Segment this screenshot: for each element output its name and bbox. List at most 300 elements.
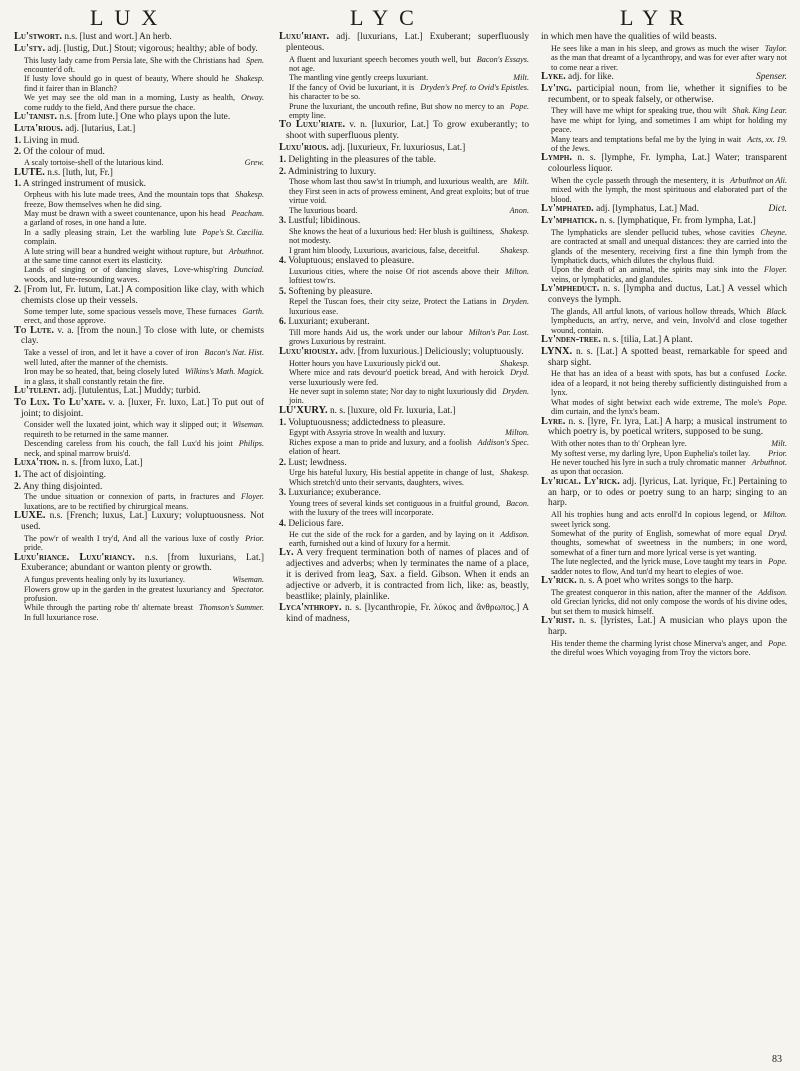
quotation-source: Shakesp. (500, 245, 529, 255)
quotation-source: Dryden's Pref. to Ovid's Epistles. (420, 82, 529, 92)
quotation-source: Pope. (768, 397, 787, 407)
entry-definition: n. s. [luxure, old Fr. luxuria, Lat.] (329, 405, 456, 416)
quotation-text: Consider well the luxated joint, which way it slipped out; it requireth to be returned in the same manner. (24, 420, 227, 439)
entry-definition: n.s. [from luxurians, Lat.] Exuberance; abundant or wanton plenty or growth. (21, 552, 264, 574)
entry-headword: Ly'rical. Ly'rick. (541, 475, 620, 487)
quotation-source: Grew. (244, 158, 264, 168)
sense-number: 4. (279, 256, 287, 267)
quotation-source: Acts, xx. 19. (747, 134, 787, 144)
quotation-source: Bacon. (506, 498, 529, 508)
quotation-source: Prior. (768, 448, 787, 458)
dictionary-entry (279, 347, 529, 358)
entry-definition: n.s. [lust and wort.] An herb. (64, 32, 172, 42)
quotation (541, 176, 787, 204)
quotation-source: Milton. (763, 510, 787, 520)
dictionary-entry (279, 120, 529, 142)
quotation (279, 368, 529, 387)
entry-definition: n. s. [lyristes, Lat.] A musician who plays upon the harp. (548, 615, 787, 637)
sense-number: 4. (279, 518, 287, 529)
quotation-source: Shakesp. (500, 226, 529, 236)
quotation-text: Descending careless from his couch, the fall Lux'd his joint neck, and spinal marrow bruis'd. (24, 439, 233, 458)
quotation-text: The mantling vine gently creeps luxuriant. (289, 73, 429, 83)
entry-headword: LYNX. (541, 345, 573, 357)
quotation-source: Milt. (513, 177, 529, 187)
entry-definition: participial noun, from lie, whether it signifies to be recumbent, or to speak falsely, or otherwise. (548, 83, 787, 105)
quotation (14, 307, 264, 326)
quotation (541, 529, 787, 557)
entry-headword: To Luxu'riate. (279, 119, 346, 131)
dictionary-entry (541, 153, 787, 175)
sense-number: 2. (14, 147, 22, 158)
quotation-source: Pope. (768, 557, 787, 567)
quotation-text: He never touched his lyre in such a truly chromatic manner as upon that occasion. (551, 457, 746, 477)
sense-number: 2. (279, 457, 287, 468)
dictionary-entry (541, 616, 787, 638)
sense-definition: The act of disjointing. (23, 469, 107, 480)
quotation-text: Riches expose a man to pride and luxury, and a foolish elation of heart. (289, 437, 472, 457)
sense-number: 6. (279, 317, 287, 328)
entry-headword: To Lux. To Lu'xate. (14, 396, 106, 408)
quotation (14, 93, 264, 112)
sense-definition: Any thing disjointed. (22, 481, 103, 492)
entry-definition: n. s. [lycanthropie, Fr. λύκος and ἄνθρωπος.] A kind of madness, (286, 603, 529, 625)
entry-definition: v. a. [from the noun.] To close with lute, or chemists clay. (21, 325, 264, 347)
quotation (279, 227, 529, 246)
entry-headword: Luxa'tion. (14, 456, 60, 468)
quotation (14, 228, 264, 247)
entry-definition: A very frequent termination both of names of places and of adjectives and adverbs; when ly terminates the name of a place, it is derived from leaꝫ, Sax. a field. Gibson. When it ends an adjective or adverb, it is contracted from lich, like: as, beastly, beastlike; plainly, plainlike. (286, 548, 529, 602)
quotation-text: I grant him bloody, Luxurious, avaricious, false, deceitful. (289, 245, 480, 255)
dictionary-entry (279, 32, 529, 54)
quotation-text: When the cycle passeth through the mesentery, it is mixed with the lymph, the most spirituous and elaborated part of the blood. (551, 176, 787, 204)
quotation-source: Spectator. (231, 584, 264, 594)
sense-definition: Living in mud. (23, 135, 80, 146)
dictionary-entry (279, 603, 529, 625)
sense-definition: Administring to luxury. (287, 166, 377, 177)
quotation-text: The undue situation or connexion of parts, in fractures and luxations, are to be rectified by chirurgical means. (24, 492, 236, 511)
quotation-text: What modes of sight betwixt each wide extreme, The mole's dim curtain, and the lynx's beam. (551, 397, 763, 417)
sense-definition: Voluptuous; enslaved to pleasure. (288, 256, 415, 267)
quotation-text: If lusty love should go in quest of beauty, Where should he find it fairer than in Blanch? (24, 74, 230, 93)
entry-definition: n. s. [tilia, Lat.] A plant. (603, 335, 693, 346)
sense-definition: Lust; lewdness. (288, 457, 347, 468)
quotation-source: Addison's Spec. (477, 437, 529, 447)
running-header-left: LUX (90, 5, 169, 30)
entry-definition: n. s. [lymphe, Fr. lympha, Lat.] Water; transparent colourless liquor. (548, 153, 787, 175)
quotation-source: Wiseman. (232, 575, 264, 585)
dictionary-entry (541, 284, 787, 306)
quotation (279, 328, 529, 347)
entry-definition: n. s. [from luxo, Lat.] (61, 457, 143, 468)
quotation (279, 359, 529, 368)
quotation (14, 209, 264, 228)
dictionary-entry (14, 44, 264, 55)
sense-number: 1. (14, 135, 22, 146)
entry-headword: LU'XURY. (279, 404, 328, 416)
entry-definition: adj. [lustig, Dut.] Stout; vigorous; healthy; able of body. (47, 43, 258, 54)
dictionary-entry (14, 553, 264, 575)
dictionary-entry (541, 335, 787, 346)
sense-number: 1. (279, 154, 287, 165)
running-header-center: LYC (350, 5, 425, 30)
sense (279, 418, 529, 429)
entry-definition: v. n. [luxurior, Lat.] To grow exuberantly; to shoot with superfluous plenty. (286, 120, 529, 142)
quotation-text: Many tears and temptations befal me by the lying in wait of the Jews. (551, 134, 742, 154)
quotation (541, 458, 787, 477)
quotation (541, 588, 787, 616)
entry-definition: adj. [lymphatus, Lat.] Mad. (596, 204, 699, 215)
quotation-text: Iron may be so heated, that, being closely luted in a glass, it shall constantly retain the fire. (24, 367, 179, 386)
dictionary-entry (14, 398, 264, 420)
entry-definition: v. a. [luxer, Fr. luxo, Lat.] To put out of joint; to disjoint. (21, 397, 264, 419)
quotation-source: Milton's Par. Lost. (468, 328, 529, 338)
dictionary-entry (541, 216, 787, 227)
sense-definition: Luxuriance; exuberance. (288, 488, 382, 499)
quotation-text: A scaly tortoise-shell of the lutarious kind. (24, 158, 164, 168)
entry-definition: adj. [luxurieux, Fr. luxuriosus, Lat.] (331, 143, 466, 154)
quotation-source: Milt. (771, 439, 787, 449)
quotation (279, 102, 529, 121)
dictionary-entry (541, 477, 787, 509)
quotation-text: A lute string will bear a hundred weight without rupture, but at the same time cannot exert its elasticity. (24, 246, 223, 266)
entry-headword: Luxu'riously. (279, 345, 338, 357)
quotation-source: Addison. (758, 587, 787, 597)
sense (279, 216, 529, 227)
quotation-text: Prune the luxuriant, the uncouth refine, But show no mercy to an empty line. (289, 101, 505, 121)
entry-headword: LUTE. (14, 166, 45, 178)
quotation-text: Orpheus with his lute made trees, And the mountain tops that freeze, Bow themselves when he did sing. (24, 190, 230, 209)
quotation (541, 510, 787, 529)
entry-headword: Luta'rious. (14, 122, 63, 134)
sense-number: 2. (14, 285, 22, 296)
entry-definition: adj. [luxurians, Lat.] Exuberant; superfluously plenteous. (286, 32, 529, 53)
quotation-text: Lands of singing or of dancing slaves, Love-whisp'ring woods, and lute-resounding waves. (24, 265, 228, 284)
quotation-source: Thomson's Summer. (199, 603, 264, 613)
quotation-source: Pope. (510, 101, 529, 111)
quotation (541, 639, 787, 658)
sense (14, 482, 264, 493)
quotation-source: Dunciad. (233, 265, 264, 275)
sense (14, 136, 264, 147)
entry-headword: Ly'rick. (541, 574, 577, 586)
quotation (14, 190, 264, 209)
sense-number: 2. (279, 166, 287, 177)
quotation-text: Till more hands Aid us, the work under our labour grows Luxurious by restraint. (289, 328, 463, 347)
entry-definition: in which men have the qualities of wild beasts. (541, 32, 717, 42)
quotation (279, 206, 529, 215)
sense-number: 3. (279, 216, 287, 227)
entry-headword: Lu'tulent. (14, 384, 61, 396)
quotation-source: Arbuthnot on Ali. (730, 176, 787, 186)
column-3 (541, 32, 787, 1054)
entry-definition: adj. for like. (568, 72, 614, 83)
entry-headword: LUXE. (14, 510, 46, 522)
quotation (279, 246, 529, 255)
running-headers (0, 0, 800, 30)
quotation (14, 585, 264, 604)
quotation-source: Shakesp. (235, 190, 264, 200)
entry-definition: adj. [lyricus, Lat. lyrique, Fr.] Pertaining to an harp, or to odes or poetry sung to an harp; singing to an harp. (548, 476, 787, 509)
quotation-text: We yet may see the old man in a morning, Lusty as health, come ruddy to the field, And there pursue the chace. (24, 93, 236, 112)
quotation-text: My softest verse, my darling lyre, Upon Euphelia's toilet lay. (551, 448, 751, 458)
sense (279, 155, 529, 166)
quotation-source: Shak. King Lear. (732, 106, 787, 116)
quotation-source: Dryden. (502, 386, 529, 396)
quotation (279, 55, 529, 74)
dictionary-entry (279, 548, 529, 602)
quotation-text: He never supt in solemn state; Nor day to night luxuriously did join. (289, 386, 497, 406)
sense (279, 317, 529, 328)
sense-definition: Lustful; libidinous. (288, 216, 361, 227)
quotation (14, 534, 264, 553)
quotation (14, 158, 264, 167)
entry-definition: n. s. [lymphatique, Fr. from lympha, Lat.] (599, 216, 756, 227)
quotation-source: Wilkins's Math. Magick. (184, 367, 264, 377)
quotation-source: Otway. (241, 93, 264, 103)
quotation-source: Pope's St. Cæcilia. (202, 227, 264, 237)
quotation-text: Somewhat of the purity of English, somewhat of more equal thoughts, somewhat of sweetness in the numbers; in one word, somewhat of a finer turn and more lyrical verse is yet wanting. (551, 528, 787, 557)
quotation-text: Egypt with Assyria strove In wealth and luxury. (289, 428, 446, 438)
entry-definition: adv. [from luxurious.] Deliciously; voluptuously. (340, 346, 524, 357)
quotation (279, 499, 529, 518)
quotation-source: Dryden. (502, 297, 529, 307)
dictionary-entry (14, 168, 264, 179)
dictionary-entry (14, 112, 264, 123)
entry-definition: adj. [lutulentus, Lat.] Muddy; turbid. (62, 385, 201, 396)
quotation (14, 247, 264, 266)
sense-number: 1. (279, 417, 287, 428)
sense (14, 285, 264, 307)
quotation-text: All his trophies hung and acts enroll'd In copious legend, or sweet lyrick song. (551, 510, 758, 529)
sense-number: 2. (14, 481, 22, 492)
quotation-source: Shakesp. (500, 468, 529, 478)
quotation-text: The greatest conqueror in this nation, after the manner of the old Grecian lyricks, did not only compose the words of his divine odes, but set them to musick himself. (551, 587, 787, 616)
quotation-text: He cut the side of the rock for a garden, and by laying on it earth, furnished out a kind of luxury for a hermit. (289, 529, 495, 548)
sense-definition: A stringed instrument of musick. (22, 179, 147, 190)
quotation-text: Hotter hours you have Luxuriously pick'd out. (289, 358, 441, 368)
quotation-source: Pope. (768, 638, 787, 648)
sense-number: 1. (14, 469, 22, 480)
quotation-text: Upon the death of an animal, the spirits may sink into the veins, or lymphaticks, and glandules. (551, 265, 759, 284)
entry-definition: n. s. [lympha and ductus, Lat.] A vessel which conveys the lymph. (548, 284, 787, 306)
quotation (541, 449, 787, 458)
dictionary-entry (541, 32, 787, 43)
dictionary-entry (541, 72, 787, 83)
quotation (14, 575, 264, 584)
quotation-source: Arbuthnot. (228, 246, 264, 256)
sense-definition: Voluptuousness; addictedness to pleasure. (288, 417, 446, 428)
quotation-text: He sees like a man in his sleep, and grows as much the wiser as the man that dreamt of a lycanthropy, and was for ever after wary not to come near a river. (551, 43, 787, 72)
quotation (541, 557, 787, 576)
dictionary-entry (14, 124, 264, 135)
dictionary-entry (14, 386, 264, 397)
quotation (279, 267, 529, 286)
sense-definition: Luxuriant; exuberant. (288, 317, 370, 328)
dictionary-entry (14, 32, 264, 43)
quotation (14, 74, 264, 93)
quotation-text: May must be drawn with a sweet countenance, upon his head a garland of roses, in one hand a lute. (24, 209, 226, 228)
quotation (541, 228, 787, 266)
quotation (541, 135, 787, 154)
quotation-text: Take a vessel of iron, and let it have a cover of iron well luted, after the manner of the chemists. (24, 348, 199, 367)
entry-definition: n. s. [lyre, Fr. lyra, Lat.] A harp; a musical instrument to which poetry is, by poetical writers, supposed to be sung. (548, 416, 787, 438)
quotation (541, 398, 787, 417)
entry-definition: n.s. [French; luxus, Lat.] Luxury; voluptuousness. Not used. (21, 511, 264, 532)
quotation-source: Shakesp. (235, 74, 264, 84)
dictionary-entry (14, 458, 264, 469)
sense (14, 470, 264, 481)
entry-headword: Ly'mphatick. (541, 215, 598, 227)
quotation-source: Bacon's Nat. Hist. (204, 348, 264, 358)
quotation-text: A fungus prevents healing only by its luxuriancy. (24, 575, 185, 585)
entry-headword: Ly'rist. (541, 614, 575, 626)
quotation (14, 603, 264, 622)
entry-headword: Lu'stwort. (14, 32, 62, 42)
quotation-text: Young trees of several kinds set contiguous in a fruitful ground, with the luxury of the trees will incorporate. (289, 498, 501, 518)
sense-number: 5. (279, 286, 287, 297)
sense-number: 1. (14, 179, 22, 190)
quotation-source: Prior. (245, 533, 264, 543)
quotation-source: Milt. (513, 73, 529, 83)
quotation (14, 348, 264, 367)
sense (279, 458, 529, 469)
sense-number: 3. (279, 488, 287, 499)
dictionary-entry (14, 511, 264, 533)
entry-definition: adj. [lutarius, Lat.] (65, 123, 136, 134)
quotation-source: Peacham. (231, 209, 264, 219)
quotation-source: Shakesp. (500, 358, 529, 368)
quotation-source: Addison. (500, 529, 529, 539)
quotation-text: If the fancy of Ovid be luxuriant, it is his character to be so. (289, 82, 415, 102)
quotation (14, 420, 264, 439)
entry-headword: Lu'tanist. (14, 111, 58, 123)
quotation-text: This lusty lady came from Persia late, She with the Christians had encounter'd oft. (24, 55, 241, 74)
entry-headword: Lyre. (541, 415, 566, 427)
quotation-source: Milton. (505, 266, 529, 276)
quotation-source: Spen. (246, 55, 264, 65)
quotation-source: Taylor. (764, 43, 787, 53)
dictionary-entry (541, 576, 787, 587)
quotation-source: Cheyne. (760, 227, 787, 237)
entry-definition: n. s. [Lat.] A spotted beast, remarkable for speed and sharp sight. (548, 346, 787, 368)
entry-headword: Lymph. (541, 152, 572, 164)
entry-headword: Ly'mpheduct. (541, 283, 600, 295)
quotation-text: In a sadly pleasing strain, Let the warbling lute complain. (24, 227, 197, 247)
quotation (541, 265, 787, 284)
quotation-source: Locke. (765, 369, 787, 379)
quotation-source: Philips. (238, 439, 264, 449)
entry-headword: Luxu'riant. (279, 32, 330, 42)
sense (279, 167, 529, 178)
dictionary-entry (14, 326, 264, 348)
dictionary-entry (541, 84, 787, 106)
quotation (541, 439, 787, 448)
quotation-source: Wiseman. (232, 420, 264, 430)
quotation-text: The lymphaticks are slender pellucid tubes, whose cavities are contracted at small and unequal distances: they are carried into the glands of the mesentery, receiving first a fine thin lymph from the lymphatick ducts, which dilutes the chylous fluid. (551, 227, 787, 266)
sense (279, 488, 529, 499)
quotation (14, 265, 264, 284)
entry-headword: Lyke. (541, 71, 566, 83)
sense (14, 147, 264, 158)
quotation-text: Where mice and rats devour'd poetick bread, And with heroick verse luxuriously were fed. (289, 368, 505, 387)
quotation-source: Black. (766, 306, 787, 316)
quotation (541, 307, 787, 335)
quotation (279, 438, 529, 457)
quotation-text: Urge his hateful luxury, His bestial appetite in change of lust, Which stretch'd unto their servants, daughters, wives. (289, 468, 495, 487)
sense-definition: Delighting in the pleasures of the table. (288, 154, 436, 165)
quotation-source: Bacon's Essays. (476, 54, 529, 64)
column-2 (279, 32, 529, 1054)
dictionary-entry (279, 406, 529, 417)
sense-definition: Softening by pleasure. (288, 286, 373, 297)
sense (279, 519, 529, 530)
running-header-right: LYR (620, 5, 695, 30)
sense (279, 256, 529, 267)
entry-headword: Ly'ing. (541, 82, 572, 94)
quotation-text: They will have me whipt for speaking true, thou wilt have me whipt for lying, and sometimes I am whipt for holding my peace. (551, 106, 787, 135)
quotation (541, 369, 787, 397)
quotation-text: His tender theme the charming lyrist chose Minerva's anger, and the direful woes Which voyaging from Troy the victors bore. (551, 638, 763, 657)
dictionary-entry (279, 143, 529, 154)
quotation-source: Dryd. (768, 528, 787, 538)
quotation-text: Repel the Tuscan foes, their city seize, Protect the Latians in luxurious ease. (289, 297, 497, 316)
entry-headword: Luxu'riance. Luxu'riancy. (14, 551, 135, 563)
quotation-source: Garth. (242, 306, 264, 316)
quotation-text: Some temper lute, some spacious vessels move, These furnaces erect, and those approve. (24, 306, 237, 326)
quotation-text: The pow'r of wealth I try'd, And all the various luxe of costly pride. (24, 533, 240, 553)
quotation (279, 177, 529, 205)
quotation-text: The lute neglected, and the lyrick muse, Love taught my tears in sadder notes to flow, And tun'd my heart to elegies of woe. (551, 557, 763, 576)
quotation-source: Floyer. (764, 265, 787, 275)
quotation-text: The luxurious board. (289, 205, 358, 215)
quotation (14, 367, 264, 386)
quotation-text: While through the parting robe th' alternate breast In full luxuriance rose. (24, 603, 194, 622)
sense-definition: [From lut, Fr. lutum, Lat.] A composition like clay, with which chemists close up their vessels. (21, 285, 264, 307)
quotation-text: With other notes than to th' Orphean lyre. (551, 439, 687, 449)
column-1 (14, 32, 264, 1054)
entry-headword: Ly'nden-tree. (541, 334, 601, 346)
dictionary-entry (541, 204, 787, 215)
sense (279, 287, 529, 298)
sense-definition: Of the colour of mud. (23, 147, 105, 158)
entry-source: Dict. (768, 204, 787, 215)
quotation-text: She knows the heat of a luxurious bed: Her blush is guiltiness, not modesty. (289, 226, 495, 246)
quotation (279, 297, 529, 316)
entry-headword: Lu'sty. (14, 42, 46, 54)
entry-source: Spenser. (756, 72, 787, 83)
quotation (541, 106, 787, 134)
quotation-text: The glands, All artful knots, of various hollow threads, Which lympheducts, an art'ry, nerve, and vein, Involv'd and close together wound, contain. (551, 306, 787, 335)
quotation-source: Milton. (505, 428, 529, 438)
quotation-text: A fluent and luxuriant speech becomes youth well, but not age. (289, 54, 471, 73)
quotation (541, 44, 787, 72)
entry-headword: Luxu'rious. (279, 142, 329, 154)
entry-definition: n.s. [from lute.] One who plays upon the lute. (59, 112, 231, 123)
quotation-text: Flowers grow up in the garden in the greatest luxuriancy and profusion. (24, 584, 226, 603)
dictionary-entry (541, 347, 787, 369)
quotation (279, 468, 529, 487)
sense-definition: Delicious fare. (288, 518, 344, 529)
quotation-source: Dryd. (510, 368, 529, 378)
entry-headword: Ly. (279, 547, 294, 559)
entry-definition: n. s. A poet who writes songs to the harp. (579, 575, 734, 586)
dictionary-entry (541, 417, 787, 439)
quotation-text: He that has an idea of a beast with spots, has but a confused idea of a leopard, it not being thereby sufficiently distinguished from a lynx. (551, 369, 787, 398)
quotation (14, 439, 264, 458)
quotation (279, 73, 529, 82)
quotation (14, 56, 264, 75)
quotation-source: Arbuthnot. (751, 457, 787, 467)
